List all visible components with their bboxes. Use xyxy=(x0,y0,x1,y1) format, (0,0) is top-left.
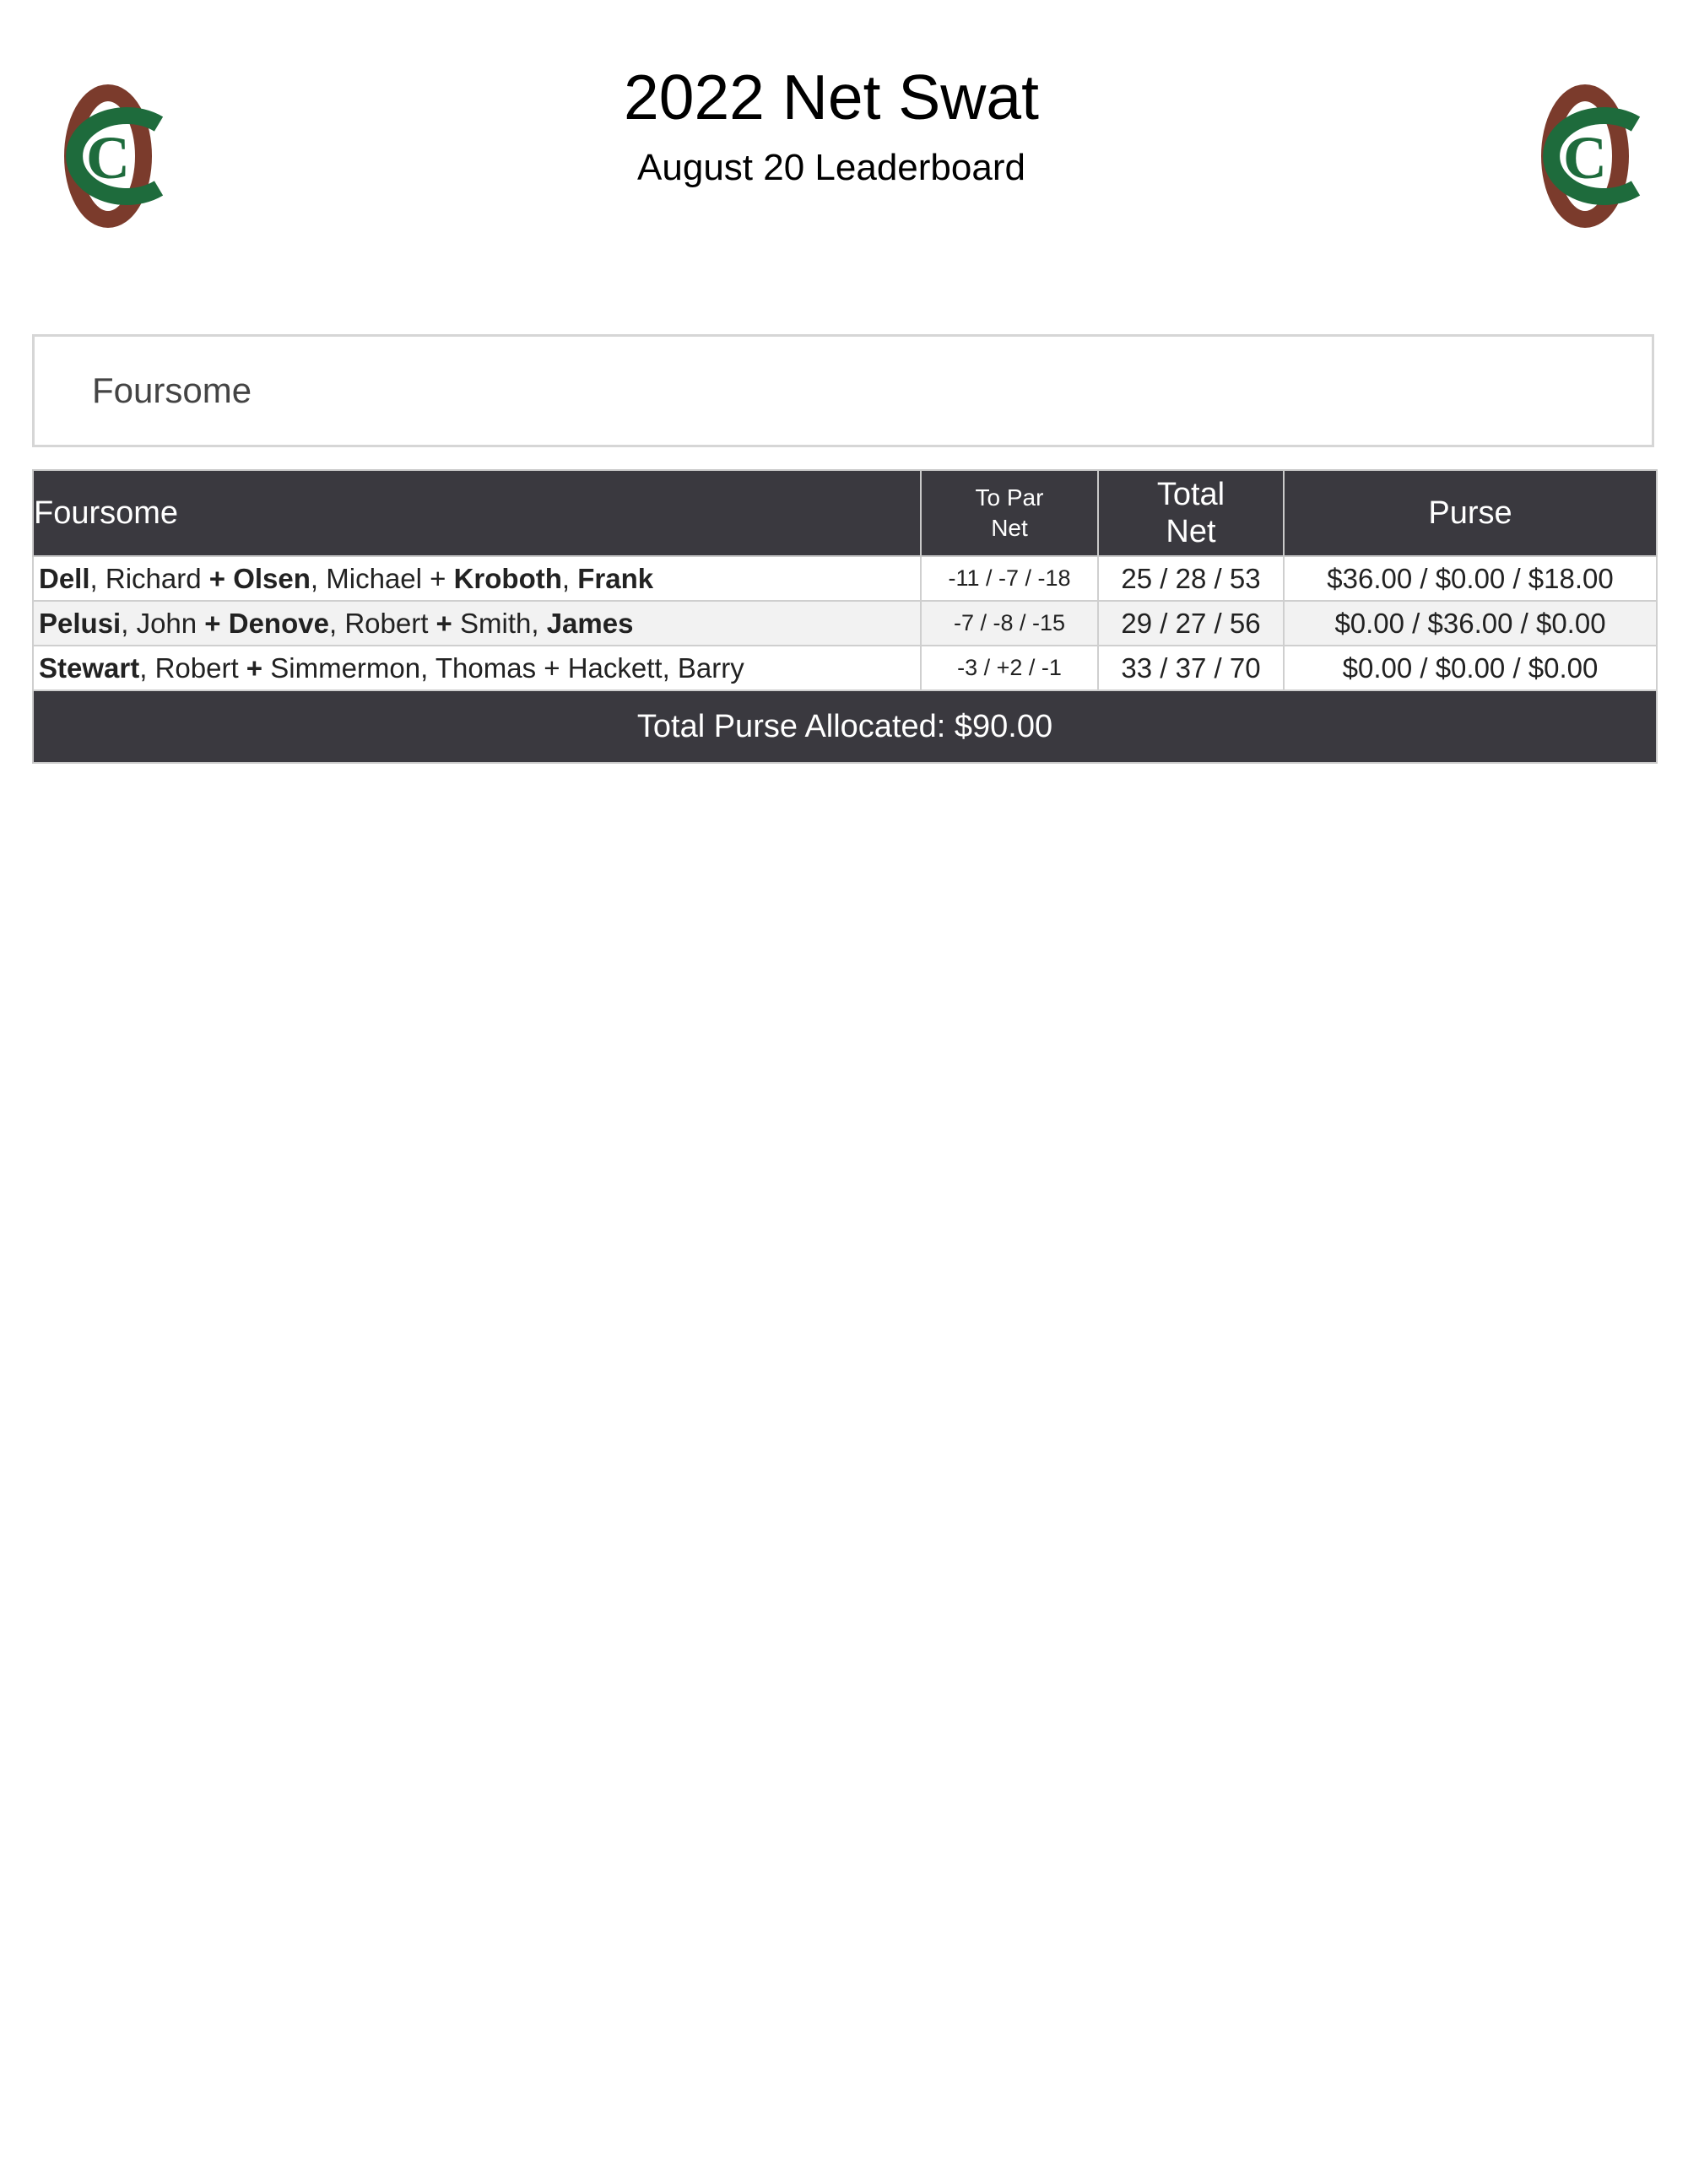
player-first-name: John xyxy=(136,607,197,639)
player-first-name: Richard xyxy=(105,562,202,594)
total-net-cell: 25 / 28 / 53 xyxy=(1098,556,1284,601)
purse-cell: $0.00 / $36.00 / $0.00 xyxy=(1284,601,1657,646)
player-last-name: Smith xyxy=(460,607,532,639)
to-par-net-cell: -11 / -7 / -18 xyxy=(921,556,1098,601)
table-row xyxy=(33,601,1657,646)
table-header-row xyxy=(33,470,1657,556)
page-subtitle: August 20 Leaderboard xyxy=(637,147,1025,188)
player-last-name: Pelusi xyxy=(39,607,122,639)
total-net-cell: 33 / 37 / 70 xyxy=(1098,646,1284,690)
player-last-name: Hackett xyxy=(567,651,663,684)
column-header-to-par-net xyxy=(921,470,1098,556)
section-label: Foursome xyxy=(92,370,252,410)
to-par-net-cell: -3 / +2 / -1 xyxy=(921,646,1098,690)
player-last-name: Kroboth xyxy=(453,562,562,594)
column-header-line: Net xyxy=(1166,514,1216,549)
total-purse-allocated: Total Purse Allocated: $90.00 xyxy=(33,690,1657,763)
leaderboard-table xyxy=(32,469,1658,764)
column-header-foursome: Foursome xyxy=(33,470,921,556)
svg-text:C: C xyxy=(1563,124,1607,192)
player-last-name: Denove xyxy=(228,607,329,639)
svg-text:C: C xyxy=(86,124,130,192)
table-row xyxy=(33,556,1657,601)
foursome-names: Dell, Richard + Olsen, Michael + Kroboth, Frank xyxy=(33,556,921,601)
player-last-name: Simmermon xyxy=(270,651,421,684)
column-header-purse: Purse xyxy=(1284,470,1657,556)
foursome-names: Stewart, Robert + Simmermon, Thomas + Hackett, Barry xyxy=(33,646,921,690)
player-first-name: Michael xyxy=(326,562,422,594)
player-first-name: Robert xyxy=(154,651,239,684)
player-first-name: Frank xyxy=(577,562,654,594)
player-first-name: Barry xyxy=(677,651,744,684)
page-title: 2022 Net Swat xyxy=(624,62,1039,132)
foursome-names: Pelusi, John + Denove, Robert + Smith, James xyxy=(33,601,921,646)
player-last-name: Stewart xyxy=(39,651,140,684)
table-row xyxy=(33,646,1657,690)
column-header-line: Total xyxy=(1156,477,1225,512)
player-last-name: Olsen xyxy=(233,562,311,594)
column-header-total-net xyxy=(1098,470,1284,556)
column-header-line: Net xyxy=(991,515,1028,541)
player-last-name: Dell xyxy=(39,562,90,594)
purse-cell: $0.00 / $0.00 / $0.00 xyxy=(1284,646,1657,690)
player-first-name: Thomas xyxy=(435,651,537,684)
player-first-name: James xyxy=(546,607,634,639)
table-footer-row xyxy=(33,690,1657,763)
purse-cell: $36.00 / $0.00 / $18.00 xyxy=(1284,556,1657,601)
column-header-line: To Par xyxy=(975,484,1044,511)
section-header xyxy=(32,334,1654,447)
to-par-net-cell: -7 / -8 / -15 xyxy=(921,601,1098,646)
player-first-name: Robert xyxy=(344,607,429,639)
total-net-cell: 29 / 27 / 56 xyxy=(1098,601,1284,646)
